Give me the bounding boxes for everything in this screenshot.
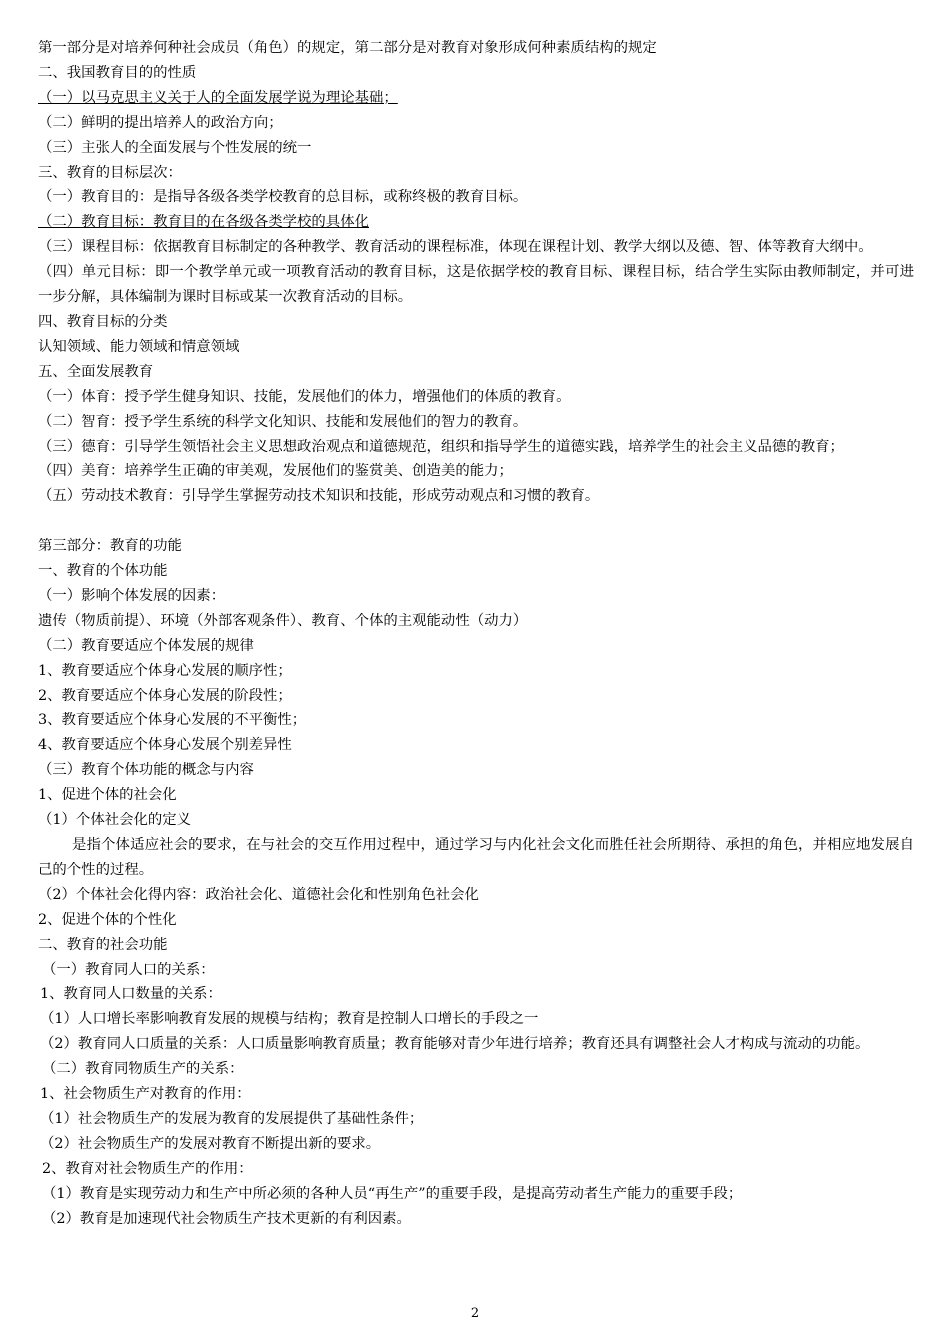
text-line: 3、教育要适应个体身心发展的不平衡性； <box>38 712 307 729</box>
text-line: 1、教育要适应个体身心发展的顺序性； <box>38 662 292 679</box>
text-paragraph: （四）单元目标：即一个教学单元或一项教育活动的教育目标，这是依据学校的教育目标、课程目标，结合学生实际由教师制定，并可进一步分解，具体编制为课时目标或某一次教育活动的目标。 <box>38 264 914 306</box>
text-line: 2、教育对社会物质生产的作用： <box>42 1160 253 1177</box>
section-heading: 二、我国教育目的的性质 <box>38 64 197 81</box>
part-heading: 第三部分：教育的功能 <box>38 538 182 555</box>
text-line: （1）教育是实现劳动力和生产中所必须的各种人员“再生产”的重要手段，是提高劳动者生产能力的重要手段； <box>42 1185 743 1202</box>
text-line: （二）教育要适应个体发展的规律 <box>38 637 254 654</box>
text-line: 1、促进个体的社会化 <box>38 787 177 804</box>
text-line: （一）影响个体发展的因素： <box>38 587 226 604</box>
text-line: （1）人口增长率影响教育发展的规模与结构；教育是控制人口增长的手段之一 <box>40 1011 539 1028</box>
text-paragraph: 是指个体适应社会的要求，在与社会的交互作用过程中，通过学习与内化社会文化而胜任社会所期待、承担的角色，并相应地发展自己的个性的过程。 <box>38 836 914 878</box>
section-heading: 三、教育的目标层次： <box>38 164 182 181</box>
document-body <box>38 36 914 1231</box>
section-heading: 二、教育的社会功能 <box>38 936 168 953</box>
text-line: （五）劳动技术教育：引导学生掌握劳动技术知识和技能，形成劳动观点和习惯的教育。 <box>38 488 600 505</box>
text-line: （2）社会物质生产的发展对教育不断提出新的要求。 <box>40 1135 381 1152</box>
text-line: （2）个体社会化得内容：政治社会化、道德社会化和性别角色社会化 <box>38 886 479 903</box>
text-line: 1、教育同人口数量的关系： <box>40 986 222 1003</box>
section-heading: 四、教育目标的分类 <box>38 313 168 330</box>
text-line: （二）智育：授予学生系统的科学文化知识、技能和发展他们的智力的教育。 <box>38 413 528 430</box>
section-heading: 五、全面发展教育 <box>38 363 154 380</box>
text-line: （一）体育：授予学生健身知识、技能，发展他们的体力，增强他们的体质的教育。 <box>38 388 571 405</box>
text-line: 认知领域、能力领域和情意领域 <box>38 338 240 355</box>
text-line: （一）教育同人口的关系： <box>42 961 215 978</box>
text-line: （一）教育目的：是指导各级各类学校教育的总目标，或称终极的教育目标。 <box>38 189 528 206</box>
text-line: （三）教育个体功能的概念与内容 <box>38 762 254 779</box>
text-line: （1）个体社会化的定义 <box>38 812 192 829</box>
text-line-underlined: （二）教育目标：教育目的在各级各类学校的具体化 <box>38 214 369 231</box>
text-line: 4、教育要适应个体身心发展个别差异性 <box>38 737 292 754</box>
text-paragraph: （三）课程目标：依据教育目标制定的各种教学、教育活动的课程标准，体现在课程计划、教学大纲以及德、智、体等教育大纲中。 <box>38 239 873 256</box>
text-paragraph: （2）教育同人口质量的关系：人口质量影响教育质量；教育能够对青少年进行培养；教育还具有调整社会人才构成与流动的功能。 <box>40 1036 870 1053</box>
page-number: 2 <box>470 1306 480 1321</box>
text-paragraph: （三）德育：引导学生领悟社会主义思想政治观点和道德规范，组织和指导学生的道德实践，培养学生的社会主义品德的教育； <box>38 438 844 455</box>
blank-line <box>38 509 914 534</box>
text-line: 1、社会物质生产对教育的作用： <box>40 1086 251 1103</box>
text-line: 2、教育要适应个体身心发展的阶段性； <box>38 687 292 704</box>
text-line: （二）教育同物质生产的关系： <box>42 1061 244 1078</box>
text-line: （1）社会物质生产的发展为教育的发展提供了基础性条件； <box>40 1110 424 1127</box>
text-line: 遗传（物质前提）、环境（外部客观条件）、教育、个体的主观能动性（动力） <box>38 612 528 629</box>
text-line: （2）教育是加速现代社会物质生产技术更新的有利因素。 <box>42 1210 411 1227</box>
text-line-underlined: （一）以马克思主义关于人的全面发展学说为理论基础； <box>38 89 398 106</box>
section-heading: 一、教育的个体功能 <box>38 563 168 580</box>
text-line: （二）鲜明的提出培养人的政治方向； <box>38 114 283 131</box>
text-line: （三）主张人的全面发展与个性发展的统一 <box>38 139 312 156</box>
text-line: 2、促进个体的个性化 <box>38 911 177 928</box>
text-line: （四）美育：培养学生正确的审美观，发展他们的鉴赏美、创造美的能力； <box>38 463 513 480</box>
text-line: 第一部分是对培养何种社会成员（角色）的规定，第二部分是对教育对象形成何种素质结构的规定 <box>38 40 657 56</box>
